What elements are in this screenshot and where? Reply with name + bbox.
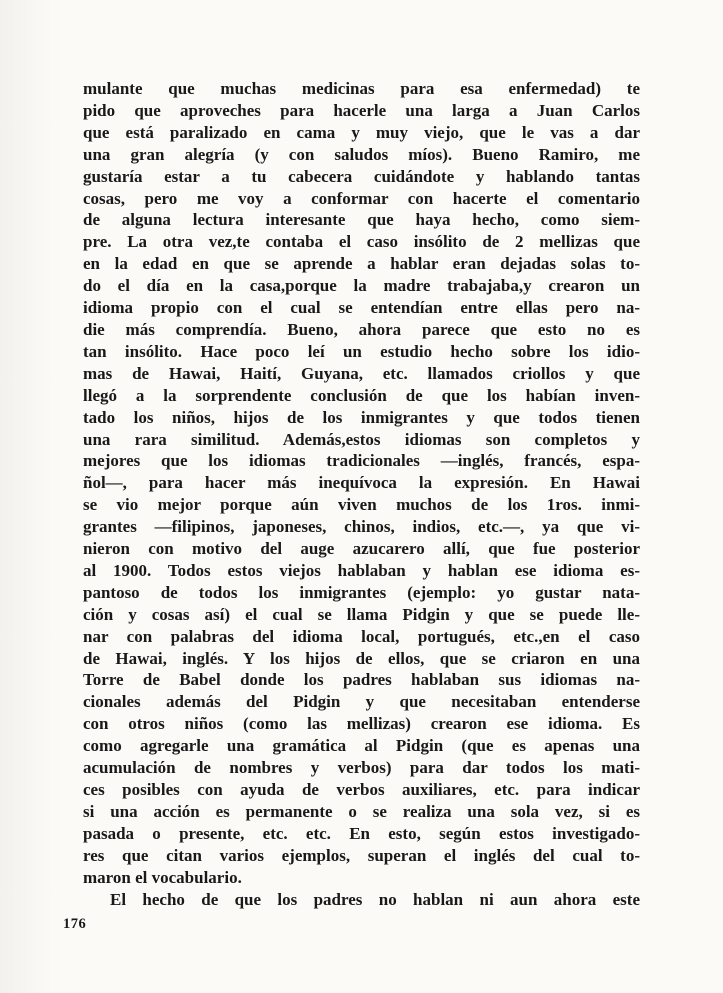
text-line: ción y cosas así) el cual se llama Pidgin y que se puede lle-: [83, 604, 640, 624]
text-line: nar con palabras del idioma local, portugués, etc.,en el caso: [83, 626, 640, 646]
text-line: pido que aproveches para hacerle una larga a Juan Carlos: [83, 100, 640, 120]
text-line: mas de Hawai, Haití, Guyana, etc. llamados criollos y que: [83, 363, 640, 383]
text-line: pantoso de todos los inmigrantes (ejemplo: yo gustar nata-: [83, 582, 640, 602]
text-line: como agregarle una gramática al Pidgin (que es apenas una: [83, 736, 640, 756]
text-line: con otros niños (como las mellizas) crearon ese idioma. Es: [83, 714, 640, 734]
text-line: pasada o presente, etc. etc. En esto, según estos investigado-: [83, 823, 640, 843]
text-line: de alguna lectura interesante que haya hecho, como siem-: [83, 210, 640, 230]
text-line: que está paralizado en cama y muy viejo, que le vas a dar: [83, 122, 640, 142]
text-line: El hecho de que los padres no hablan ni aun ahora este: [110, 889, 640, 909]
text-line: idioma propio con el cual se entendían entre ellas pero na-: [83, 298, 640, 318]
text-line: Torre de Babel donde los padres hablaban sus idiomas na-: [83, 670, 640, 690]
text-line: gustaría estar a tu cabecera cuidándote y hablando tantas: [83, 166, 640, 186]
text-line: tado los niños, hijos de los inmigrantes y que todos tienen: [83, 407, 640, 427]
text-line: grantes —filipinos, japoneses, chinos, indios, etc.—, ya que vi-: [83, 517, 640, 537]
text-line: de Hawai, inglés. Y los hijos de ellos, que se criaron en una: [83, 648, 640, 668]
text-line: ñol—, para hacer más inequívoca la expresión. En Hawai: [83, 473, 640, 493]
text-line: pre. La otra vez,te contaba el caso insólito de 2 mellizas que: [83, 232, 640, 252]
text-line: cionales además del Pidgin y que necesitaban entenderse: [83, 692, 640, 712]
text-line: tan insólito. Hace poco leí un estudio hecho sobre los idio-: [83, 341, 640, 361]
text-line: en la edad en que se aprende a hablar eran dejadas solas to-: [83, 254, 640, 274]
text-line: cosas, pero me voy a conformar con hacerte el comentario: [83, 188, 640, 208]
text-line: se vio mejor porque aún viven muchos de los 1ros. inmi-: [83, 495, 640, 515]
text-line: ces posibles con ayuda de verbos auxiliares, etc. para indicar: [83, 780, 640, 799]
text-line: acumulación de nombres y verbos) para dar todos los mati-: [83, 758, 640, 778]
text-line: llegó a la sorprendente conclusión de que los habían inven-: [83, 385, 640, 405]
text-line: die más comprendía. Bueno, ahora parece que esto no es: [83, 319, 640, 339]
text-line: al 1900. Todos estos viejos hablaban y hablan ese idioma es-: [83, 560, 640, 580]
text-line: mejores que los idiomas tradicionales —inglés, francés, espa-: [83, 451, 640, 471]
text-line: una rara similitud. Además,estos idiomas son completos y: [83, 429, 640, 449]
text-line: do el día en la casa,porque la madre trabajaba,y crearon un: [83, 276, 640, 296]
page-text: [83, 78, 640, 910]
text-line: res que citan varios ejemplos, superan el inglés del cual to-: [83, 845, 640, 865]
page-number: 176: [63, 916, 87, 932]
text-line: nieron con motivo del auge azucarero allí, que fue posterior: [83, 539, 640, 559]
text-line: si una acción es permanente o se realiza una sola vez, si es: [83, 801, 640, 821]
text-line: una gran alegría (y con saludos míos). Bueno Ramiro, me: [83, 144, 640, 164]
text-line: mulante que muchas medicinas para esa enfermedad) te: [83, 79, 640, 98]
text-line: maron el vocabulario.: [83, 867, 242, 887]
